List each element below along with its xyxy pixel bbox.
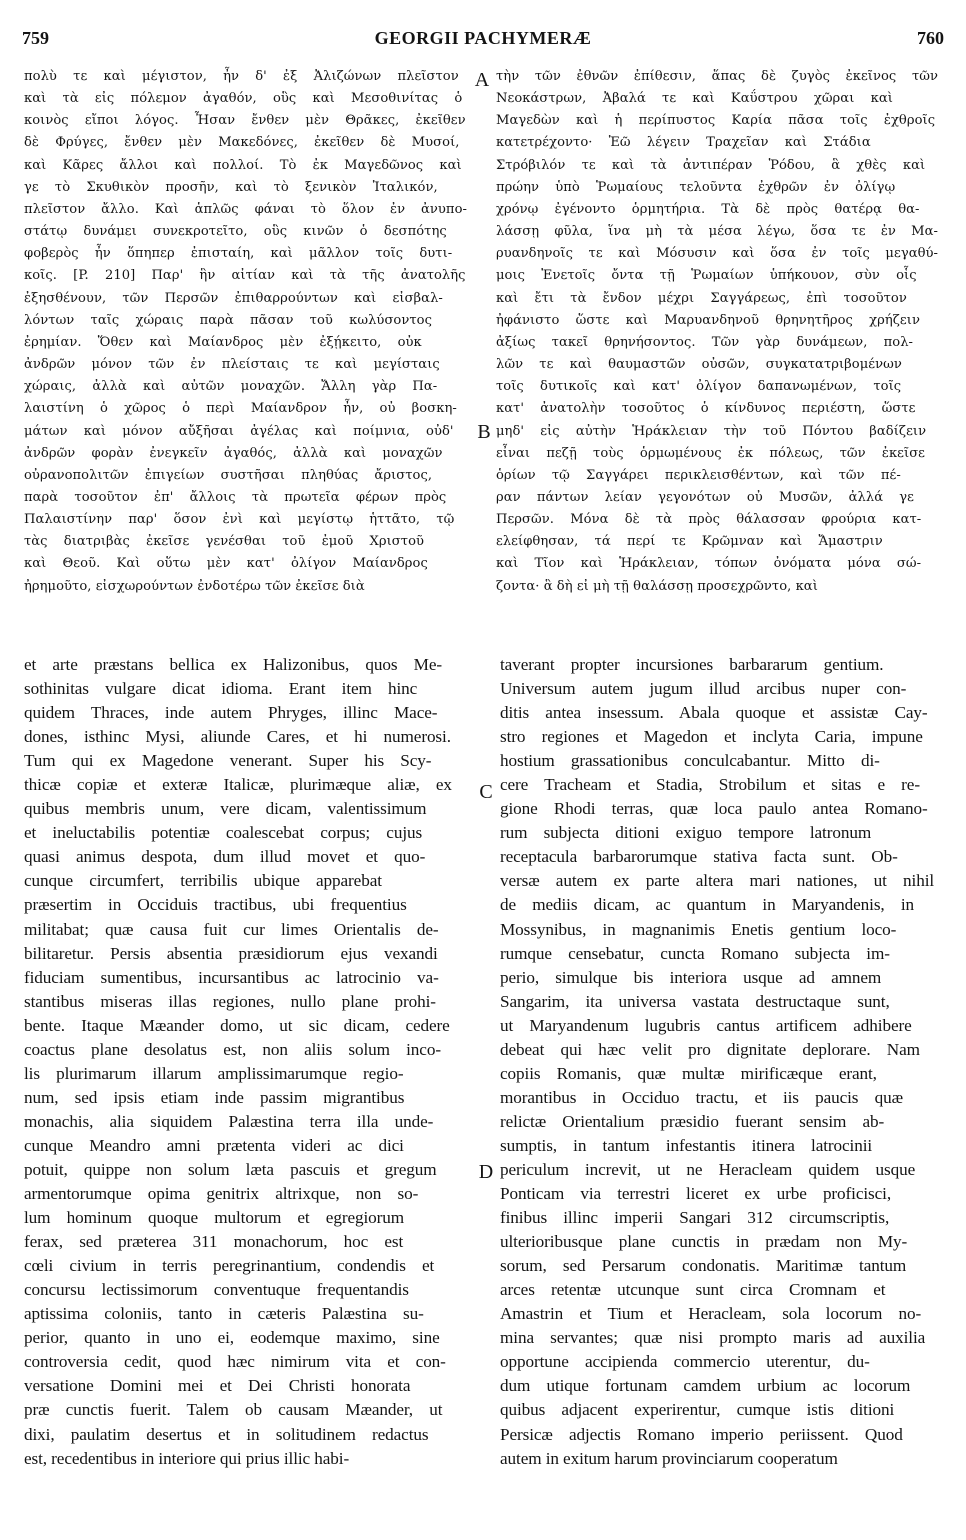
text-line: καὶ Τῖον καὶ Ἡράκλειαν, τόπων ὀνόματα μόνα σώ- [496, 556, 922, 572]
text-line: relictæ Orientalium præsidio fuerant sensim ab- [500, 1111, 885, 1131]
text-line: quasi animus despota, dum illud movet et quo- [24, 847, 426, 867]
text-line: cunque Meandro amni prætenta videri ac dici [24, 1135, 404, 1155]
text-line: Παλαιστίνην παρ' ὅσον ἐνὶ καὶ μεγίστῳ ἡττᾶτο, τῷ [24, 512, 455, 528]
text-line: arces retentæ utcunque sunt circa Cromnam et [500, 1280, 886, 1300]
text-line: thicæ copiæ et exteræ Italicæ, plurimæque aliæ, ex [24, 775, 452, 795]
text-line: ὁρίων τῷ Σαγγάρει περικλεισθέντων, καὶ τῶν πέ- [496, 467, 901, 483]
text-line: Νεοκάστρων, Ἀβαλά τε καὶ Καΰστρου χῶραι καὶ [496, 91, 893, 107]
text-line: receptacula barbarorumque stativa facta sunt. Ob- [500, 847, 898, 867]
text-line: εἶναι πεζῇ τοὺς ὁρμωμένους ἐκ πόλεως, τῶν ἐκεῖσε [496, 445, 926, 461]
text-line: sumptis, in tantum infestantis itinera latrocinii [500, 1135, 873, 1155]
text-line: Περσῶν. Μόνα δὲ τὰ πρὸς θάλασσαν φρούρια κατ- [496, 512, 922, 528]
text-line: de mediis dicam, ac quantum in Maryandenis, in [500, 895, 914, 915]
text-line: κοινὸς εἴποι λόγος. Ἦσαν ἔνθεν μὲν Θρᾶκες, ἐκεῖθεν [24, 113, 466, 129]
text-line: ελείφθησαν, τά περί τε Κρῶμναν καὶ Ἄμαστριν [496, 534, 883, 550]
text-line: ulterioribusque plane cunctis in prædam non My- [500, 1232, 908, 1252]
text-line: ἠφάνιστο ὥστε καὶ Μαρυανδηνοῦ θρηνητῆρος χρήζειν [496, 312, 920, 328]
text-line: πρώην ὑπὸ Ῥωμαίους τελοῦντα ἐχθρῶν ἐν ὀλίγῳ [496, 179, 896, 195]
text-line: τὴν τῶν ἐθνῶν ἐπίθεσιν, ἅπας δὲ ζυγὸς ἐκεῖνος τῶν [496, 69, 938, 84]
text-line: μηδ' εἰς αὐτὴν Ἡράκλειαν τὴν τοῦ Πόντου βαδίζειν [496, 423, 927, 439]
text-line: controversia cedit, quod hæc nimirum vita et con- [24, 1352, 446, 1372]
text-line: μοις Ἐνετοῖς ὄντα τῇ Ῥωμαίων ὑπήκουον, σὺν οἷς [496, 268, 917, 284]
margin-marker-d: D [478, 1161, 494, 1183]
text-line: stantibus miseras illas regiones, nullo plane prohi- [24, 991, 436, 1011]
text-line: bilitaretur. Persis absentia præsidiorum ejus vexandi [24, 943, 438, 963]
text-line: sorum, sed Persarum condonatis. Maritimæ tantum [500, 1256, 907, 1276]
text-line: πλεῖστον ἄλλο. Καὶ ἁπλῶς φάναι τὸ ὅλον ἐν ἀνυπο- [24, 201, 467, 217]
page-number-right: 760 [917, 28, 944, 48]
latin-text-left-column [24, 653, 470, 1471]
text-line: lum hominum quoque multorum et egregiorum [24, 1208, 405, 1228]
text-line: Tum qui ex Magedone venerant. Super his Scy- [24, 751, 432, 771]
text-line: taverant propter incursiones barbararum gentium. [500, 655, 884, 674]
text-line: κατετρέχοντο· Ἐῶ λέγειν Τραχεῖαν καὶ Στάδια [496, 135, 871, 151]
text-line: λῶν τε καὶ θαυμαστῶν οὐσῶν, συγκατατριβομένων [496, 357, 902, 373]
greek-text-right-column [496, 66, 938, 598]
text-line: præ cunctis fuerit. Talem ob causam Mæander, ut [24, 1400, 443, 1420]
text-line: copiis Romanis, quæ multæ mirificæque erant, [500, 1063, 877, 1083]
text-line: dones, isthinc Mysi, aliunde Cares, et hi numerosi. [24, 727, 451, 747]
text-line: armentorumque opima genitrix altrixque, non so- [24, 1184, 419, 1204]
text-line: καὶ ἔτι τὰ ἔνδον μέχρι Σαγγάρεως, ἐπὶ τοσοῦτον [496, 290, 907, 306]
text-line: monachis, alia siquidem Palæstina terra illa unde- [24, 1111, 434, 1131]
text-line: Μαγεδὼν καὶ ἡ περίπυστος Καρία πᾶσα τοῖς ἐχθροῖς [496, 113, 936, 129]
text-line: debeat qui hæc velit pro dignitate deplorare. Nam [500, 1039, 920, 1059]
text-line: ἐξησθένουν, τῶν Περσῶν ἐπιθαρρούντων καὶ εἰσβαλ- [24, 290, 443, 306]
text-line: autem in exitum harum provinciarum cooperatum [500, 1448, 838, 1468]
running-head: GEORGII PACHYMERÆ [374, 28, 592, 48]
text-line: stro regiones et Magedon et inclyta Caria, impune [500, 727, 923, 747]
text-line: num, sed ipsis etiam inde passim migrantibus [24, 1087, 405, 1107]
text-line: ἠρημοῦτο, εἰσχωρούντων ἐνδοτέρω τῶν ἐκεῖσε διὰ [24, 578, 365, 594]
text-line: opportune accipienda commercio uterentur, du- [500, 1352, 870, 1372]
text-line: et ineluctabilis potentiæ coalescebat corpus; cujus [24, 823, 423, 843]
text-line: quidem Thraces, inde autem Phryges, illinc Mace- [24, 703, 438, 723]
text-line: καὶ τὰ εἰς πόλεμον ἀγαθόν, οὓς καὶ Μεσοθινίτας ὁ [24, 91, 463, 107]
text-line: gione Rhodi terras, quæ loca paulo antea Romano- [500, 799, 928, 819]
text-line: μάτων καὶ μόνον αὔξῆσαι ἀγέλας καὶ ποίμνια, οὐδ' [24, 423, 454, 439]
text-line: dum utique fortunam camdem urbium ac locorum [500, 1376, 911, 1396]
text-line: potuit, quippe non solum læta pascuis et gregum [24, 1159, 437, 1179]
text-line: bente. Itaque Mæander domo, ut sic dicam, cedere [24, 1015, 450, 1035]
text-line: λόντων ταῖς χώραις παρὰ πᾶσαν τοῦ κωλύσοντος [24, 312, 432, 328]
text-line: rum subjecta ditioni exiguo tempore latronum [500, 823, 872, 843]
text-line: ut Maryandenum lugubris cantus artificem adhibere [500, 1015, 912, 1035]
text-line: Persicæ adjectis Romano imperio periissent. Quod [500, 1424, 903, 1444]
text-line: coactus plane desolatus est, non aliis solum inco- [24, 1039, 441, 1059]
text-line: Mossynibus, in magnanimis Enetis gentium loco- [500, 919, 897, 939]
text-line: κοῖς. [P. 210] Παρ' ἣν αἰτίαν καὶ τὰ τῆς ἀνατολῆς [24, 268, 466, 284]
text-line: ἀνδρῶν φορὰν ἐνεγκεῖν ἀγαθός, ἀλλὰ καὶ μοναχῶν [24, 445, 443, 461]
text-line: γε τὸ Σκυθικὸν προσῆν, καὶ τὸ ξενικὸν Ἰταλικόν, [24, 179, 438, 195]
text-line: πολὺ τε καὶ μέγιστον, ἦν δ' ἐξ Ἀλιζώνων πλεῖστον [24, 69, 459, 84]
text-line: οὐρανοπολιτῶν ἐπιγείων συστῆσαι πληθύας ἄριστος, [24, 467, 433, 483]
text-line: perio, simulque bis interiora usque ad amnem [500, 967, 882, 987]
text-line: est, recedentibus in interiore qui prius illic habi- [24, 1448, 350, 1468]
text-line: militabat; quæ causa fuit cur limes Orientalis de- [24, 919, 439, 939]
text-line: aptissima coloniis, tanto in cæteris Palæstina su- [24, 1304, 424, 1324]
text-line: ρυανδηνοῖς τε καὶ Μόσυσιν καὶ ὅσα ἐν τοῖς μεγαθύ- [496, 246, 938, 262]
text-line: Amastrin et Tium et Heracleam, sola locorum no- [500, 1304, 922, 1324]
text-line: ραν πάντων λείαν γεγονότων οὐ Μυσῶν, ἀλλά γε [496, 489, 915, 505]
page-header [22, 28, 944, 58]
text-line: cunque circumfert, terribilis ubique apparebat [24, 871, 382, 891]
text-line: periculum increvit, ut ne Heracleam quidem usque [500, 1159, 916, 1179]
text-line: morantibus in Occiduo tractu, et iis paucis quæ [500, 1087, 903, 1107]
margin-marker-b: B [477, 421, 491, 443]
text-line: καὶ Κᾶρες ἄλλοι καὶ πολλοί. Τὸ ἐκ Μαγεδῶνος καὶ [24, 157, 462, 173]
text-line: ditis antea insessum. Abala quoque et assistæ Cay- [500, 703, 928, 723]
margin-marker-a: A [474, 69, 490, 91]
text-line: mina servantes; quæ nisi prompto maris ad auxilia [500, 1328, 926, 1348]
text-line: quibus adjacent experirentur, cumque istis ditioni [500, 1400, 895, 1420]
text-line: χώραις, ἀλλὰ καὶ αὐτῶν μοναχῶν. Ἄλλη γὰρ Πα- [24, 379, 438, 395]
text-line: et arte præstans bellica ex Halizonibus, quos Me- [24, 655, 442, 674]
text-line: λάσσῃ φῦλα, ἵνα μὴ τὰ μέσα λέγω, ὅσα τε ἐν Μα- [496, 224, 938, 240]
text-line: fiduciam sumentibus, incursantibus ac latrocinio va- [24, 967, 439, 987]
text-line: dixi, paulatim desertus et in solitudinem redactus [24, 1424, 429, 1444]
text-line: Ponticam via terrestri liceret ex urbe proficisci, [500, 1184, 892, 1204]
text-line: φοβερὸς ἦν ὅπηπερ ἐπισταίη, καὶ μᾶλλον τοῖς δυτι- [24, 246, 453, 262]
text-line: Sangarim, ita universa vastata destructaque sunt, [500, 991, 890, 1011]
greek-text-left-column [24, 66, 467, 598]
text-line: finibus illinc imperii Sangari 312 circumscriptis, [500, 1208, 890, 1228]
text-line: cœli civium in terris peregrinantium, condendis et [24, 1256, 435, 1276]
text-line: quibus membris unum, vere dicam, valentissimum [24, 799, 427, 819]
text-line: κατ' ἀνατολὴν τοσοῦτος ὁ κίνδυνος περιέστη, ὥστε [496, 401, 916, 417]
text-line: καὶ Θεοῦ. Καὶ οὕτω μὲν κατ' ὀλίγον Μαίανδρος [24, 556, 428, 572]
page-number-left: 759 [22, 28, 49, 48]
text-line: δὲ Φρύγες, ἔνθεν μὲν Μακεδόνες, ἐκεῖθεν δὲ Μυσοί, [24, 135, 460, 151]
text-line: τοῖς δυτικοῖς καὶ κατ' ὀλίγον δαπανωμένων, τοῖς [496, 379, 902, 395]
text-line: cere Tracheam et Stadia, Strobilum et sitas e re- [500, 775, 920, 795]
text-line: ἀξίως τακεῖ θρηνήσοντος. Τῶν γὰρ δυνάμεων, πολ- [496, 334, 914, 350]
text-line: Universum autem jugum illud arcibus nuper con- [500, 679, 907, 699]
text-line: ferax, sed præterea 311 monachorum, hoc est [24, 1232, 404, 1252]
text-line: ἐρημίαν. Ὅθεν καὶ Μαίανδρος μὲν ἐξῄκειτο, οὐκ [24, 334, 422, 350]
text-line: παρὰ τοσοῦτον ἐπ' ἄλλοις τὰ πρωτεῖα φέρων πρὸς [24, 489, 447, 505]
text-line: hostium grassationibus conculcabantur. Mitto di- [500, 751, 880, 771]
text-line: perior, quanto in uno ei, eodemque maximo, sine [24, 1328, 440, 1348]
text-line: λαιστίνη ὁ χῶρος ὁ περὶ Μαίανδρον ἦν, οὐ βοσκη- [24, 401, 457, 417]
text-line: præsertim in Occiduis tractibus, ubi frequentius [24, 895, 407, 915]
text-line: versatione Domini mei et Dei Christi honorata [24, 1376, 411, 1396]
latin-text-right-column [500, 653, 944, 1471]
text-line: versæ autem ex parte altera mari nationes, ut nihil [500, 871, 935, 891]
text-line: ἀνδρῶν μόνον τῶν ἐν πλείσταις τε καὶ μεγίσταις [24, 357, 440, 373]
text-line: στάτῳ δυνάμει συνεκροτεῖτο, οὓς κινῶν ὁ δεσπότης [24, 224, 447, 240]
text-line: concursu lectissimorum conventuque frequentandis [24, 1280, 409, 1300]
text-line: ζοντα· ἃ δὴ εἰ μὴ τῇ θαλάσσῃ προσεχρῶντο, καὶ [496, 578, 818, 594]
text-line: τὰς διατριβὰς ἐκεῖσε γενέσθαι τοῦ ἐμοῦ Χριστοῦ [24, 534, 425, 550]
text-line: χρόνῳ ἐγένοντο ὁρμητήρια. Τὰ δὲ πρὸς θατέρᾳ θα- [496, 201, 920, 217]
text-line: lis plurimarum illarum amplissimarumque regio- [24, 1063, 404, 1083]
text-line: sothinitas vulgare dicat idioma. Erant item hinc [24, 679, 418, 699]
text-line: Στρόβιλόν τε καὶ τὰ ἀντιπέραν Ῥόδου, ἃ χθὲς καὶ [496, 157, 926, 173]
margin-marker-c: C [479, 781, 493, 803]
text-line: rumque censebatur, cuncta Romano subjecta im- [500, 943, 890, 963]
